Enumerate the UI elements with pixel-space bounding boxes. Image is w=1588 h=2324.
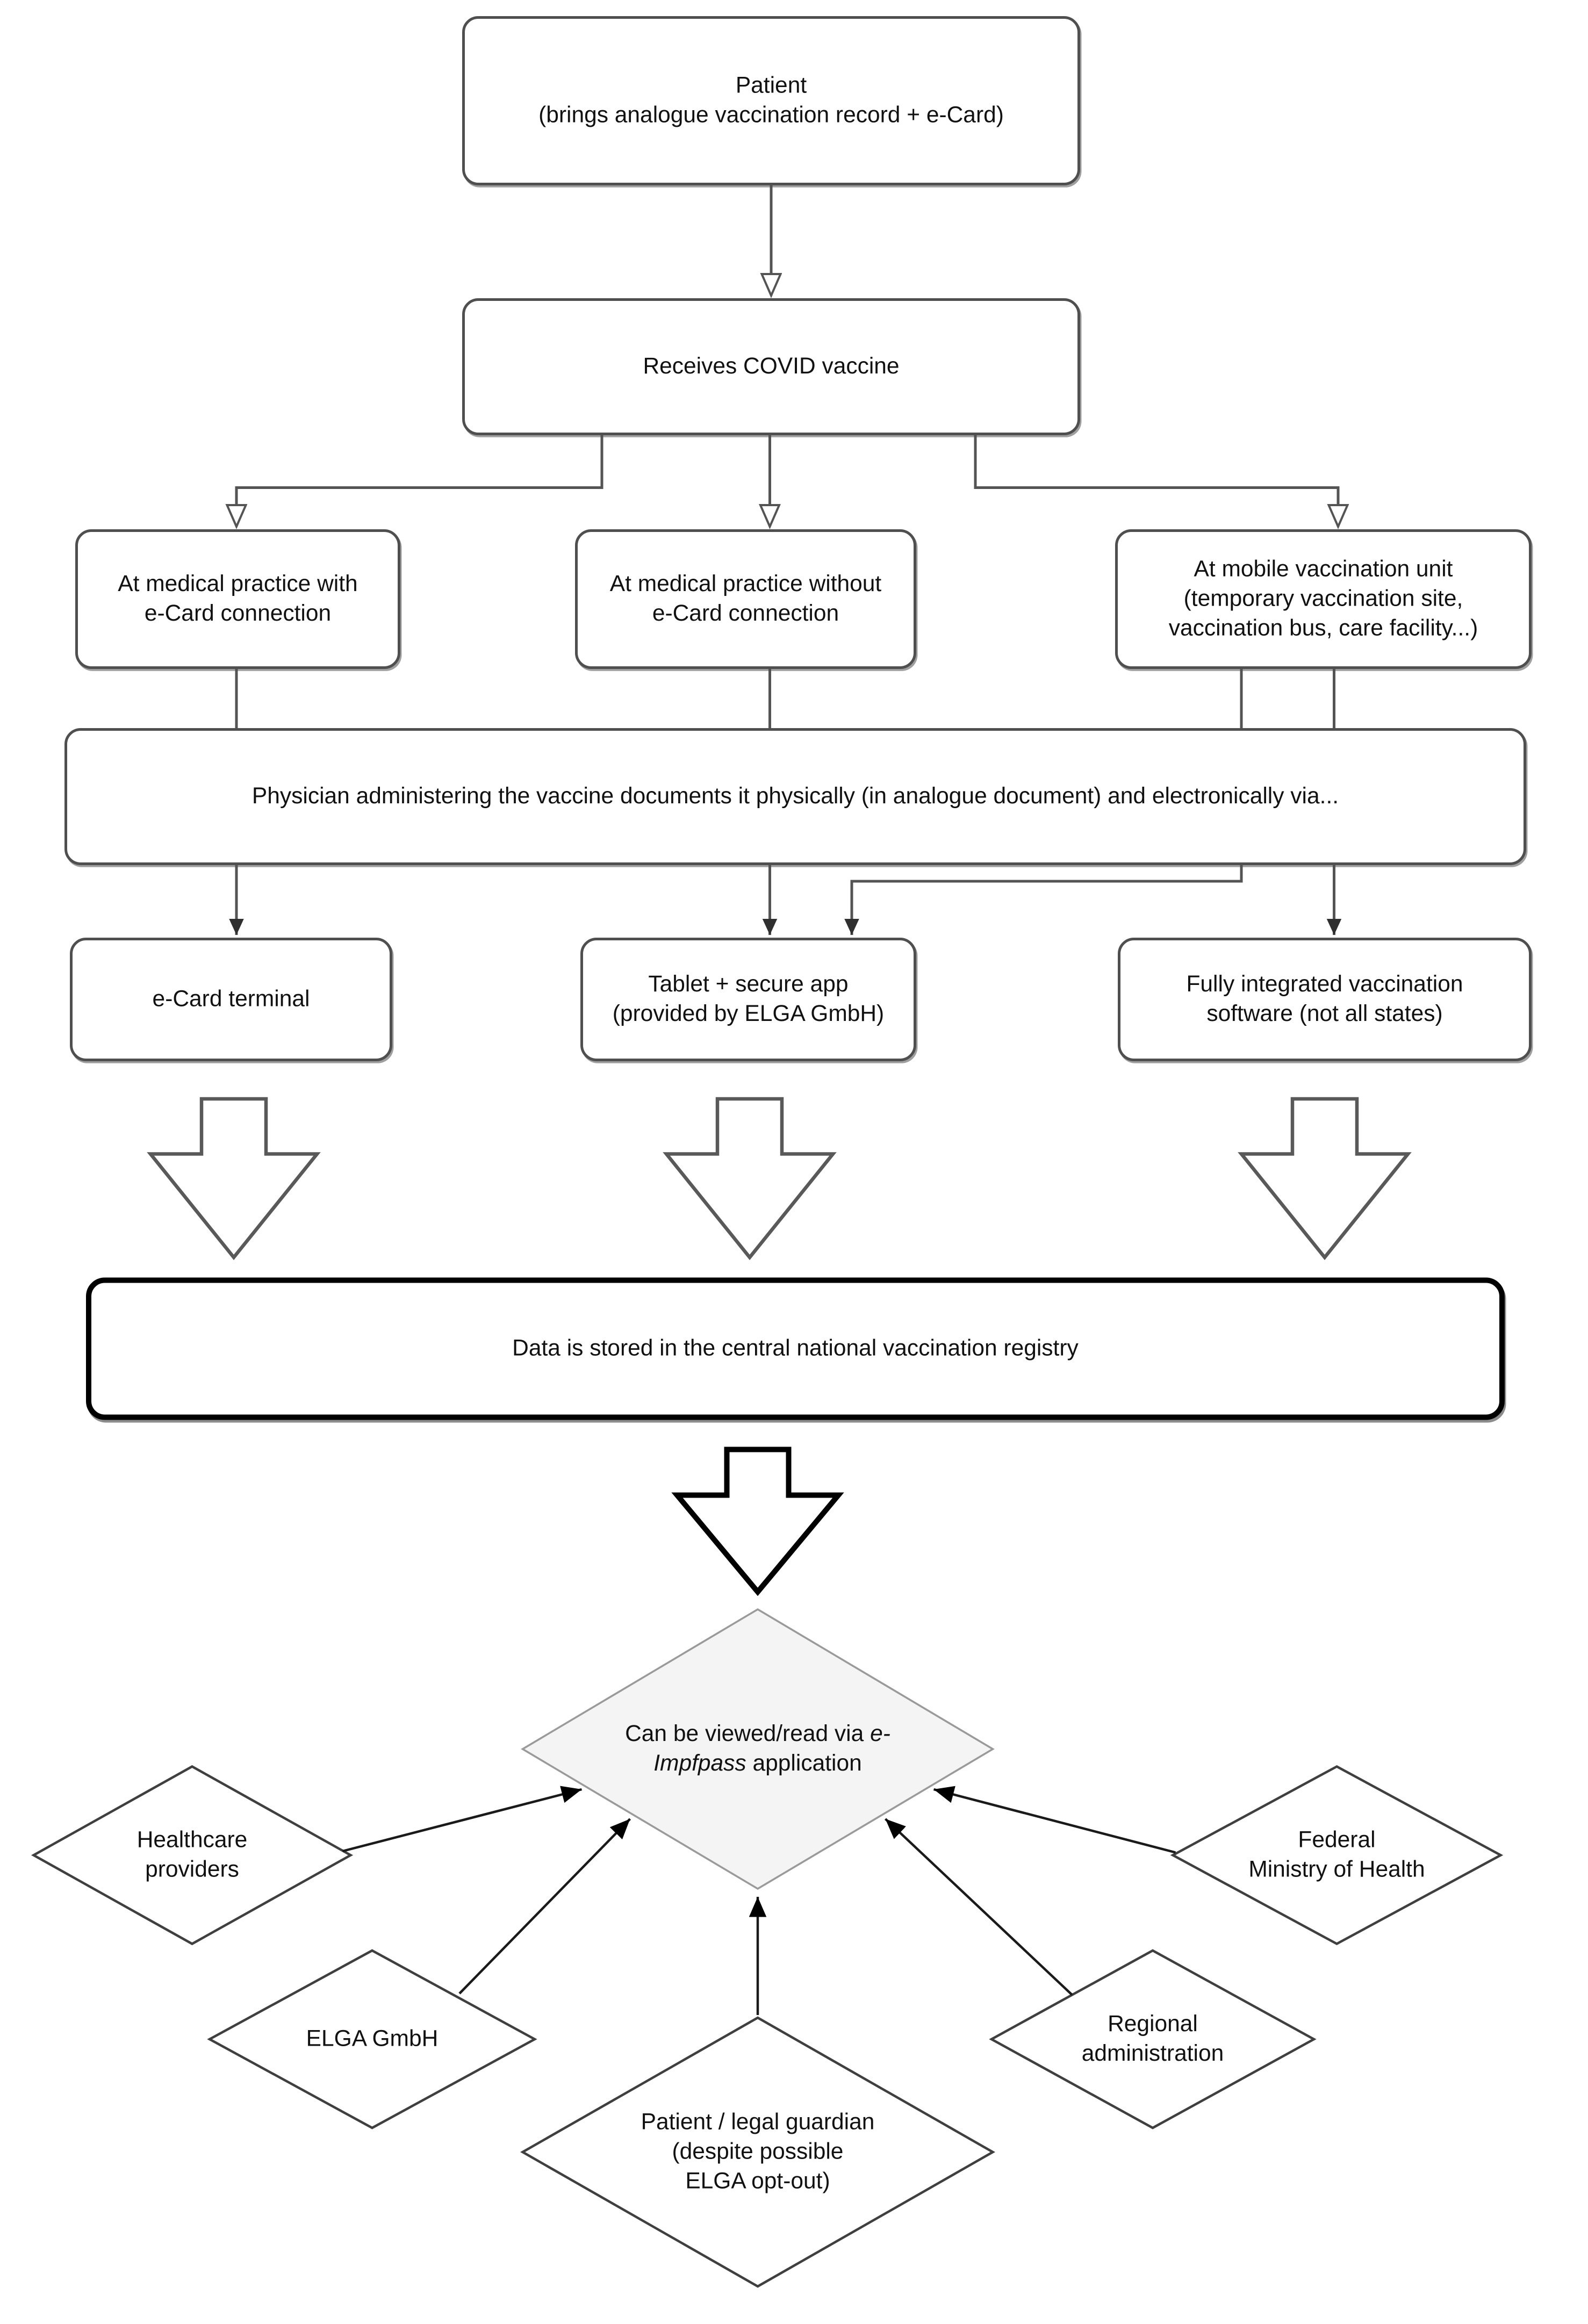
central-diamond-label bbox=[610, 1695, 906, 1803]
patient-guardian-line2: (despite possible bbox=[672, 2138, 844, 2164]
healthcare-line2: providers bbox=[145, 1857, 239, 1882]
edge-healthcare-to-central bbox=[343, 1789, 582, 1851]
elga-line1: ELGA GmbH bbox=[306, 2025, 439, 2052]
block-arrow-ecard-to-registry bbox=[150, 1099, 317, 1257]
edge-regional-to-central bbox=[886, 1819, 1073, 1995]
integrated-software-line2: software (not all states) bbox=[1206, 1001, 1443, 1026]
ecard-terminal-node bbox=[70, 938, 392, 1061]
regional-line1: Regional bbox=[1108, 2011, 1198, 2037]
block-arrow-software-to-registry bbox=[1241, 1099, 1408, 1257]
mobile-vaccination-unit-node bbox=[1115, 529, 1532, 669]
block-arrow-tablet-to-registry bbox=[666, 1099, 833, 1257]
healthcare-line1: Healthcare bbox=[136, 1826, 248, 1853]
patient-node-line2: (brings analogue vaccination record + e-Card) bbox=[538, 102, 1004, 128]
mobile-unit-line1: At mobile vaccination unit bbox=[1194, 556, 1453, 582]
registry-label: Data is stored in the central national vaccination registry bbox=[512, 1335, 1079, 1361]
tablet-line2: (provided by ELGA GmbH) bbox=[612, 1001, 885, 1026]
block-arrow-registry-to-viewer bbox=[677, 1450, 838, 1592]
ecard-terminal-label: e-Card terminal bbox=[152, 985, 310, 1012]
elga-gmbh-label bbox=[258, 2012, 486, 2066]
practice-without-ecard-line2: e-Card connection bbox=[652, 600, 839, 626]
patient-guardian-line1: Patient / legal guardian bbox=[641, 2109, 875, 2135]
healthcare-providers-label bbox=[78, 1810, 306, 1901]
physician-documents-label: Physician administering the vaccine documents it physically (in analogue document) and electronically via... bbox=[252, 783, 1339, 809]
federal-line2: Ministry of Health bbox=[1248, 1857, 1425, 1882]
edge-receives-to-mobile-unit bbox=[975, 435, 1338, 527]
tablet-line1: Tablet + secure app bbox=[648, 971, 849, 997]
regional-line2: administration bbox=[1081, 2040, 1224, 2066]
edge-physician-to-tablet-elbow bbox=[852, 865, 1241, 935]
patient-node-line1: Patient bbox=[735, 72, 807, 98]
integrated-software-line1: Fully integrated vaccination bbox=[1186, 971, 1463, 997]
practice-with-ecard-node bbox=[75, 529, 400, 669]
federal-ministry-label bbox=[1209, 1810, 1464, 1901]
central-diamond-text: Can be viewed/read via e-Impfpass application bbox=[625, 1721, 890, 1776]
receives-vaccine-node bbox=[462, 298, 1080, 435]
edge-federal-to-central bbox=[934, 1789, 1176, 1853]
practice-with-ecard-line1: At medical practice with bbox=[118, 571, 358, 596]
edge-receives-to-practice-with bbox=[236, 435, 602, 527]
federal-line1: Federal bbox=[1298, 1826, 1376, 1853]
physician-documents-node bbox=[64, 728, 1526, 865]
edge-elga-to-central bbox=[459, 1819, 630, 1994]
tablet-secure-app-node bbox=[580, 938, 916, 1061]
mobile-unit-line2: (temporary vaccination site, bbox=[1183, 585, 1463, 611]
practice-without-ecard-node bbox=[575, 529, 916, 669]
practice-with-ecard-line2: e-Card connection bbox=[144, 600, 332, 626]
integrated-software-node bbox=[1118, 938, 1532, 1061]
patient-node bbox=[462, 16, 1080, 185]
regional-administration-label bbox=[1039, 1994, 1267, 2085]
mobile-unit-line3: vaccination bus, care facility...) bbox=[1168, 615, 1478, 641]
registry-node bbox=[86, 1278, 1505, 1420]
patient-guardian-label bbox=[590, 2090, 926, 2214]
practice-without-ecard-line1: At medical practice without bbox=[609, 571, 882, 596]
patient-guardian-line3: ELGA opt-out) bbox=[685, 2168, 830, 2194]
e-impfpass-italic-text: e-Impfpass bbox=[653, 1721, 890, 1776]
receives-vaccine-label: Receives COVID vaccine bbox=[643, 353, 900, 379]
